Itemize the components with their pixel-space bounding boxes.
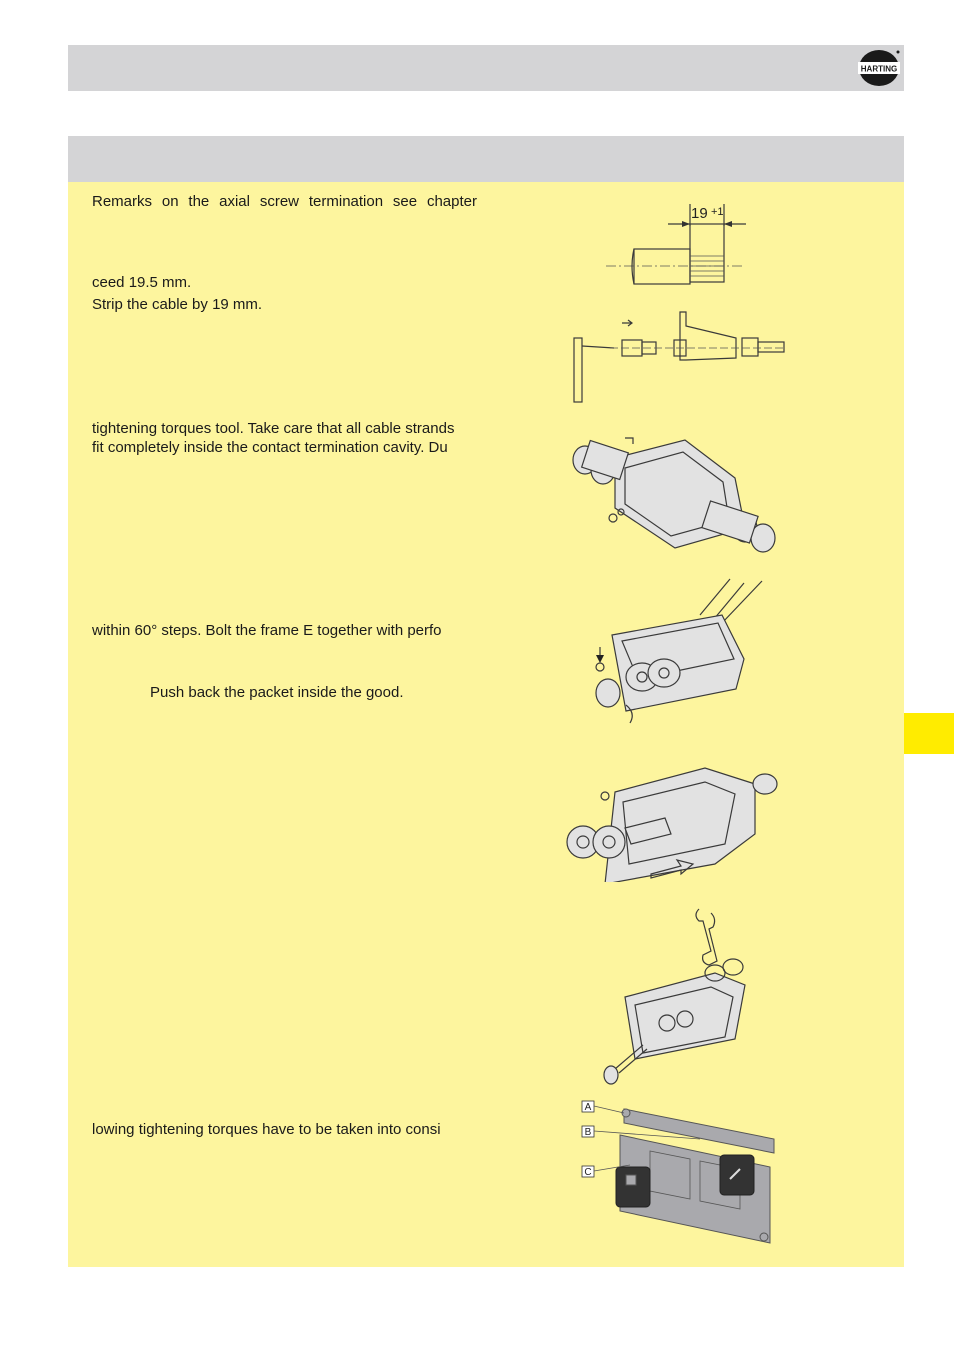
- text-line-torques: lowing tightening torques have to be taken into consi: [92, 1121, 441, 1138]
- svg-text:A: A: [584, 1102, 592, 1113]
- text-line-ceed: ceed 19.5 mm.: [92, 274, 192, 291]
- text-line-fit: fit completely inside the contact termination cavity. Du: [92, 439, 448, 456]
- text-line-remarks: Remarks on the axial screw termination see chapter: [92, 193, 477, 210]
- text-line-tightening: tightening torques tool. Take care that all cable strands: [92, 420, 455, 437]
- contact-insertion-drawing: [570, 308, 790, 408]
- tightening-tools-drawing: [595, 905, 765, 1085]
- text-line-strip: Strip the cable by 19 mm.: [92, 296, 263, 313]
- harting-logo: [858, 48, 902, 88]
- svg-text:+1: +1: [711, 206, 724, 218]
- packet-push-drawing: [565, 762, 790, 882]
- svg-text:B: B: [584, 1127, 592, 1138]
- housing-assembly-drawing: [565, 428, 795, 553]
- text-line-steps: within 60° steps. Bolt the frame E together with perfo: [92, 622, 442, 639]
- section-title-bar: [68, 136, 904, 182]
- svg-text:HARTING: HARTING: [860, 64, 898, 74]
- page-header-bar: [68, 45, 904, 91]
- svg-text:19: 19: [691, 205, 708, 222]
- frame-parts-drawing: [580, 1095, 780, 1250]
- chapter-tab: [904, 713, 954, 754]
- text-line-push-back: Push back the packet inside the good.: [150, 684, 404, 701]
- cable-strip-drawing: [600, 198, 760, 293]
- frame-bolting-drawing: [590, 575, 765, 730]
- svg-text:C: C: [584, 1167, 592, 1178]
